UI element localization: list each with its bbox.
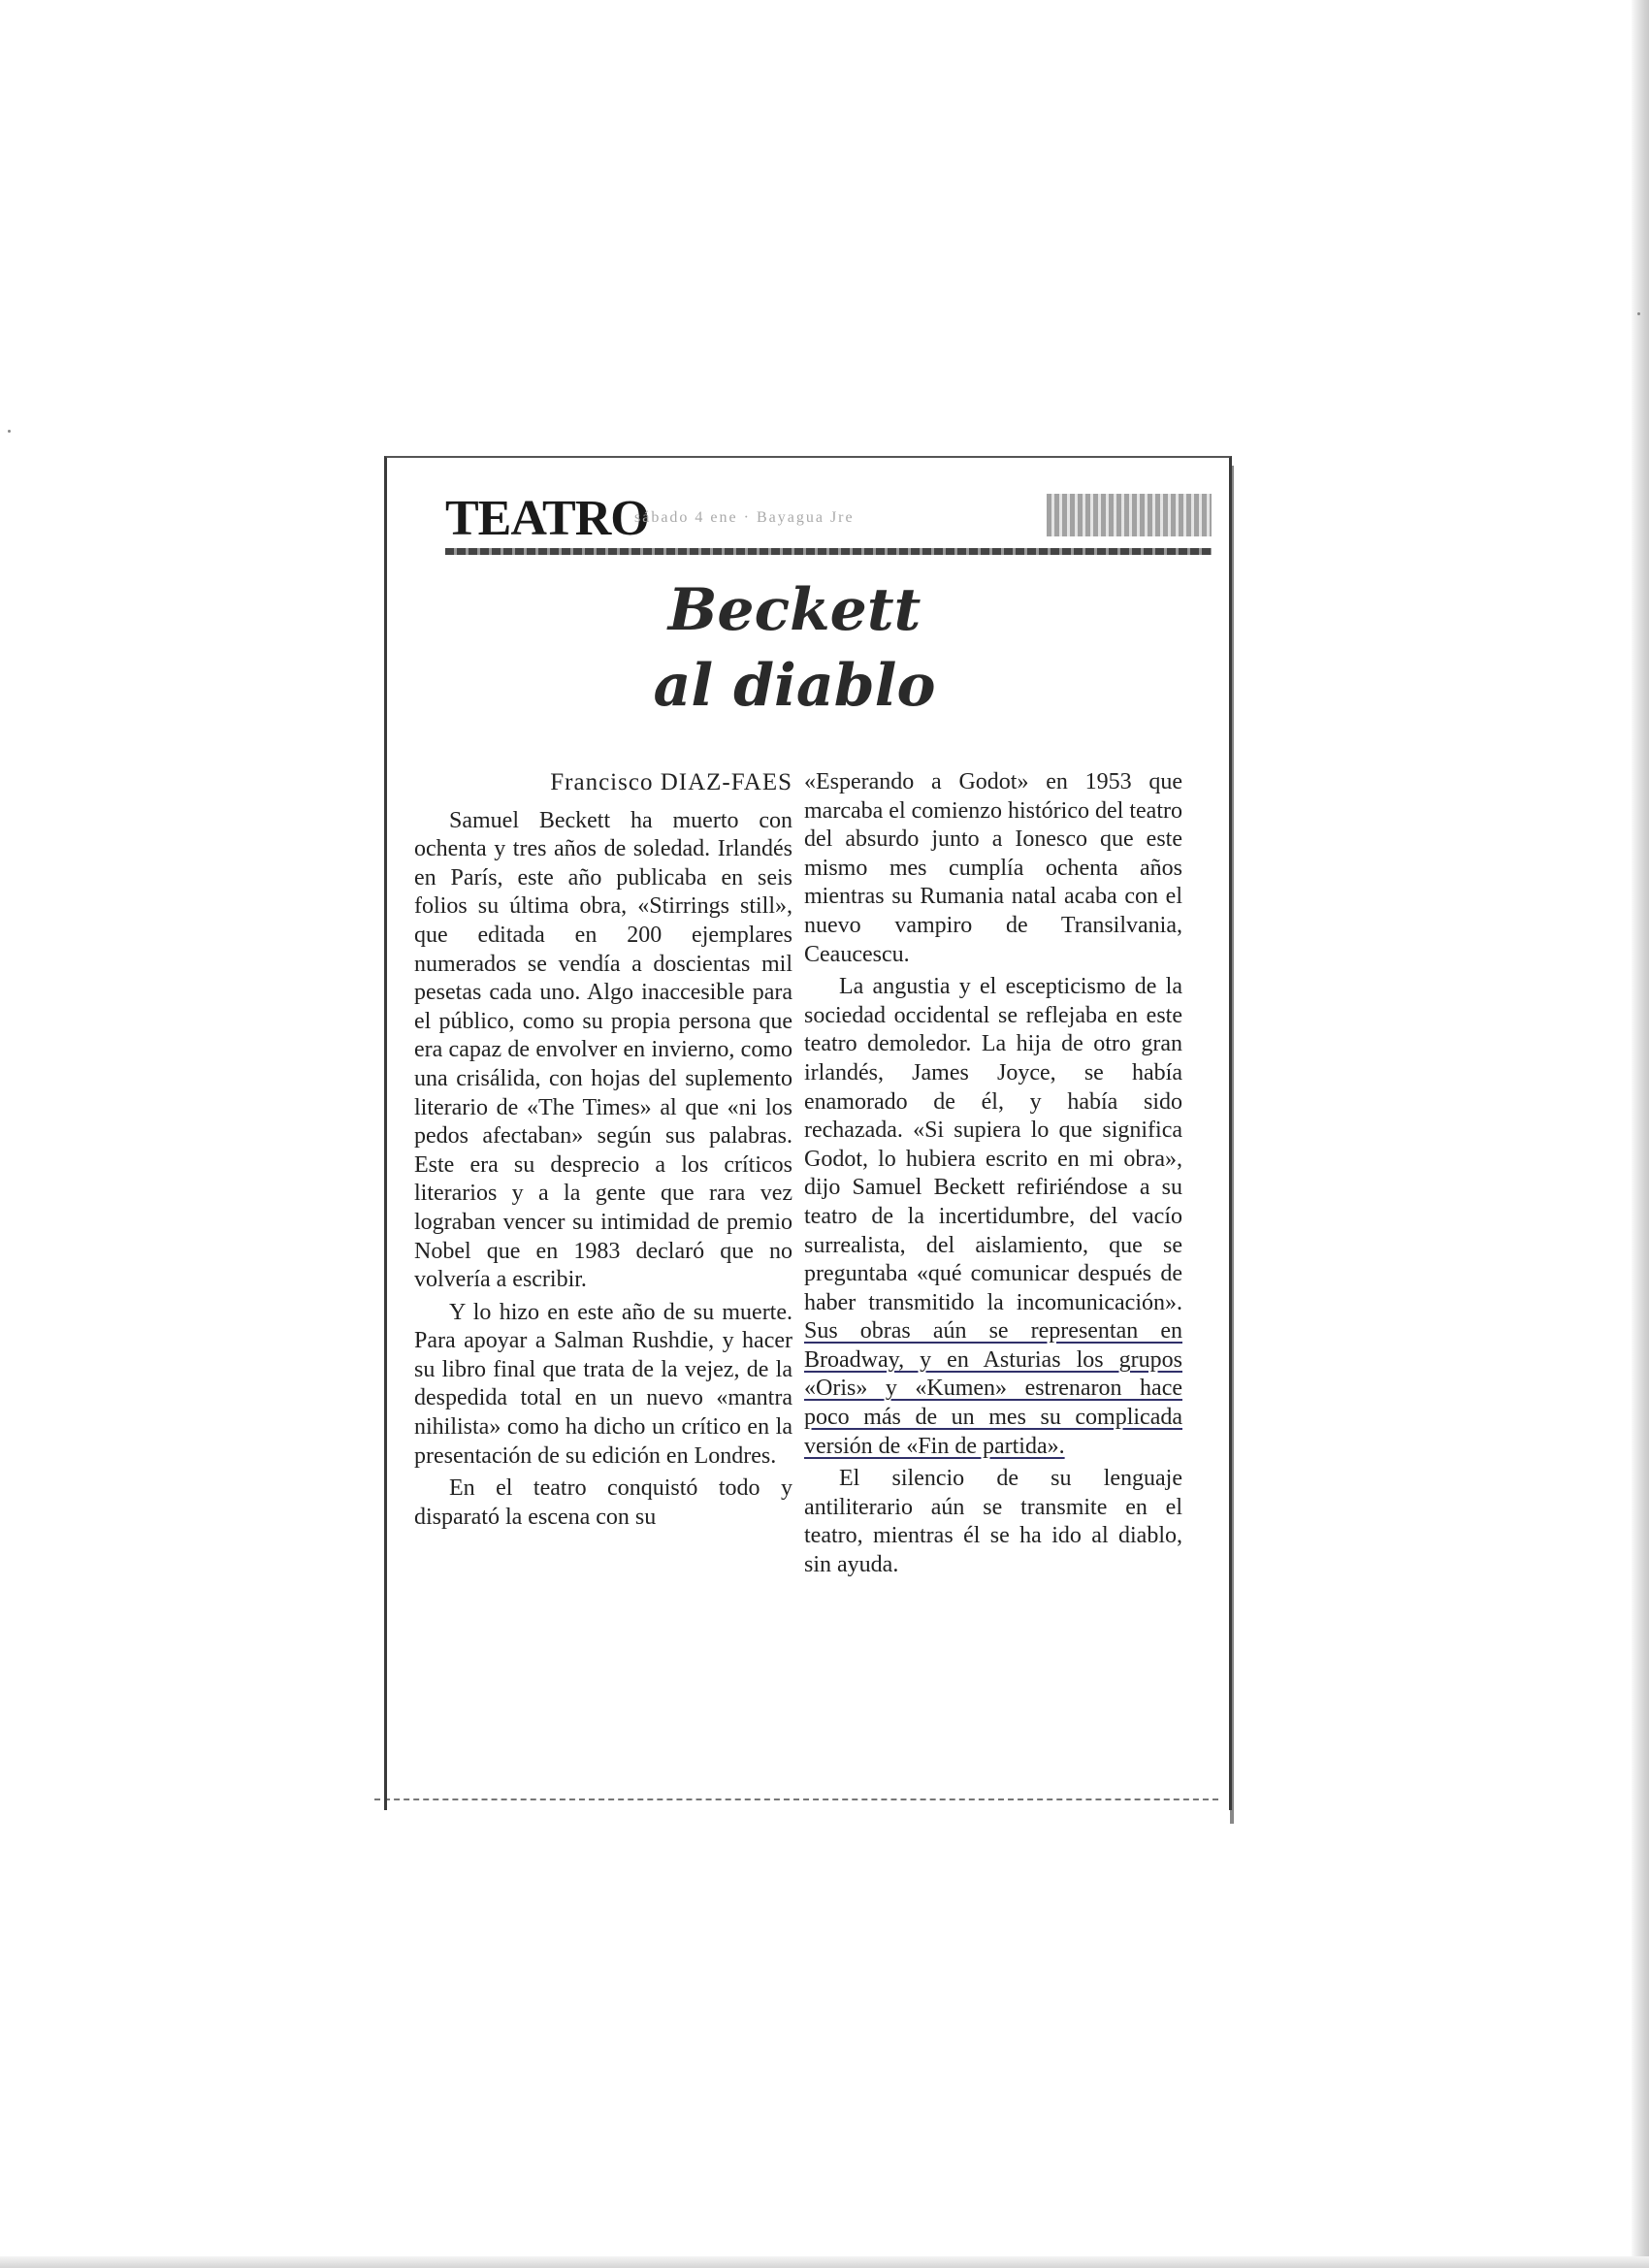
paragraph xyxy=(804,973,1182,1461)
header-smudged-text: sábado 4 ene · Bayagua Jre xyxy=(634,509,855,526)
scan-edge-right xyxy=(1632,0,1649,2268)
header-rule xyxy=(445,548,1212,555)
newspaper-clipping xyxy=(384,456,1232,1810)
paragraph: «Esperando a Godot» en 1953 que marcaba el comienzo histórico del teatro del absurdo junto a Ionesco que este mismo mes cumplía ochenta años mientras su Rumania natal acaba con el nuevo vampiro de Transilvania, Ceaucescu. xyxy=(804,769,1182,967)
byline: Francisco DIAZ-FAES xyxy=(550,769,792,795)
scan-speck xyxy=(1637,312,1640,315)
headline-line-2: al diablo xyxy=(653,652,936,720)
headline-line-1: Beckett xyxy=(667,576,922,644)
scan-edge-bottom xyxy=(0,2256,1649,2268)
header-stamp-mark xyxy=(1047,494,1212,536)
paragraph: Y lo hizo en este año de su muerte. Para apoyar a Salman Rushdie, y hacer su libro final que trata de la vejez, de la despedida total en un nuevo «mantra nihilista» como ha dicho un crítico en la presentación de su edición en Londres. xyxy=(414,1299,792,1469)
paragraph: El silencio de su lenguaje antiliterario aún se transmite en el teatro, mientras él se ha ido al diablo, sin ayuda. xyxy=(804,1466,1182,1578)
paragraph: Samuel Beckett ha muerto con ochenta y tres años de soledad. Irlandés en París, este año publicaba en seis folios su última obra, «Stirrings still», que editada en 200 ejemplares numerados se vendía a doscientas mil pesetas cada uno. Algo inaccesible para el público, como su propia persona que era capaz de envolver en invierno, como una crisálida, con hojas del suplemento literario de «The Times» al que «ni los pedos afectaban» según sus palabras. Este era su desprecio a los críticos literarios y a la gente que rara vez lograban vencer su intimidad de premio Nobel que en 1983 declaró que no volvería a escribir. xyxy=(414,807,792,1293)
scan-speck xyxy=(8,430,11,433)
article-column-left xyxy=(414,768,792,1532)
section-header xyxy=(445,492,1212,552)
paragraph: En el teatro conquistó todo y disparató la escena con su xyxy=(414,1475,792,1530)
headline xyxy=(503,572,1085,724)
underlined-passage: Sus obras aún se representan en Broadway, y en Asturias los grupos «Oris» y «Kumen» estrenaron hace poco más de un mes su complicada versión de «Fin de partida». xyxy=(804,1318,1182,1459)
paragraph-text: La angustia y el escepticismo de la sociedad occidental se reflejaba en este teatro demoledor. La hija de otro gran irlandés, James Joyce, se había enamorado de él, y había sido rechazada. «Si supiera lo que significa Godot, lo hubiera escrito en mi obra», dijo Samuel Beckett refiriéndose a su teatro de la incertidumbre, del vacío surrealista, del aislamiento, que se preguntaba «qué comunicar después de haber transmitido la incomunicación». xyxy=(804,974,1182,1315)
article-column-right xyxy=(804,768,1182,1580)
section-title: TEATRO xyxy=(445,491,649,546)
